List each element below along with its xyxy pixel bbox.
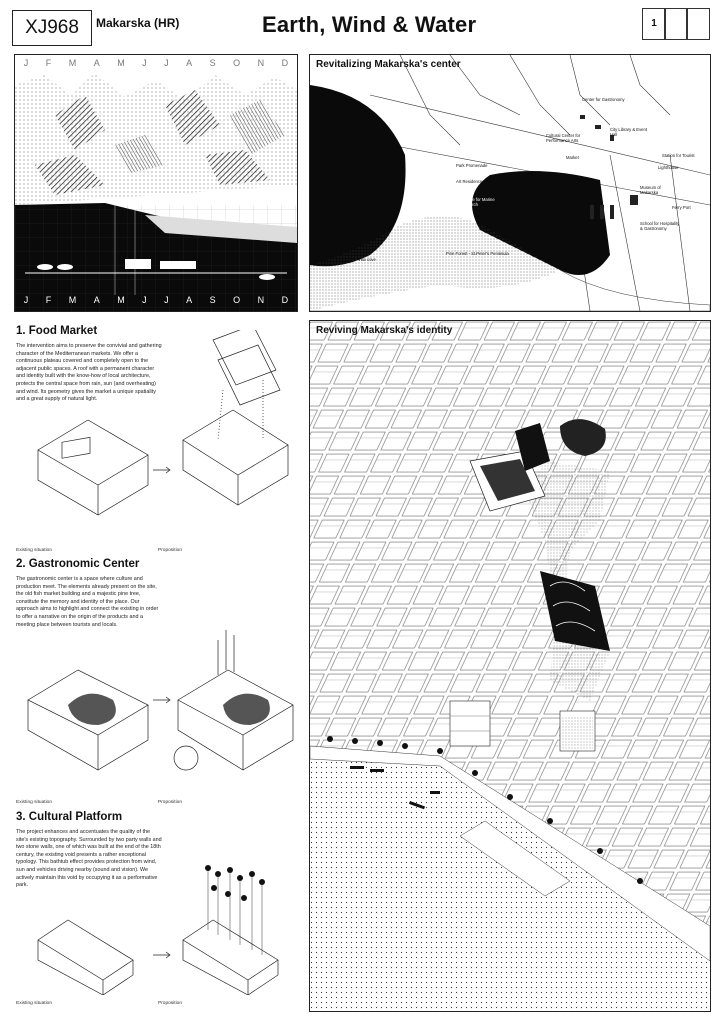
section-heading: 3. Cultural Platform <box>16 811 123 823</box>
calendar-landscape-panel <box>14 54 298 312</box>
caption-proposition: Proposition <box>158 1001 182 1006</box>
cultural-platform-diagram <box>18 860 298 995</box>
month-label: J <box>23 58 29 68</box>
caption-proposition: Proposition <box>158 548 182 553</box>
months-top-row <box>15 58 297 68</box>
month-label: A <box>93 295 100 305</box>
month-label: M <box>117 58 125 68</box>
month-label: A <box>186 58 193 68</box>
month-label: F <box>45 58 52 68</box>
month-label: J <box>23 295 29 305</box>
label-ferry-port: Ferry Port <box>672 205 691 210</box>
page-title: Earth, Wind & Water <box>262 12 477 37</box>
section-heading: 2. Gastronomic Center <box>16 558 140 570</box>
caption-existing: Existing situation <box>16 548 52 553</box>
month-label: O <box>233 295 241 305</box>
label-pine-forest: Pine Forest - St.Peter's Peninsula <box>446 251 509 256</box>
label-cultural-center: Cultural Center for Performance Arts <box>546 133 581 143</box>
label-park-promenade: Park Promenade <box>456 163 488 168</box>
label-marine-research: Institute for Marine Research <box>460 197 495 207</box>
month-label: S <box>209 295 216 305</box>
caption-proposition: Proposition <box>158 800 182 805</box>
map-panel <box>309 54 711 312</box>
section-heading: 1. Food Market <box>16 325 98 337</box>
month-label: A <box>186 295 193 305</box>
month-label: O <box>233 58 241 68</box>
month-label: S <box>209 58 216 68</box>
location-label: Makarska (HR) <box>96 16 180 30</box>
label-school-hospitality: School for Hospitality & Gastronomy <box>640 221 680 231</box>
caption-existing: Existing situation <box>16 1001 52 1006</box>
month-label: J <box>142 295 147 305</box>
project-code: XJ968 <box>12 10 92 46</box>
month-label: M <box>68 58 77 68</box>
axonometric-city-drawing <box>310 321 710 1011</box>
sheet-number: 1 <box>642 8 666 40</box>
month-label: J <box>164 295 169 305</box>
label-villa-cove: Villa cove <box>358 257 376 262</box>
city-map <box>310 55 710 311</box>
month-label: D <box>281 58 289 68</box>
sheet-box-2 <box>664 8 688 40</box>
label-art-residence: Art Residence <box>456 179 483 184</box>
food-market-diagram <box>18 330 298 540</box>
section-body: The intervention aims to preserve the convivial and gathering character of the Mediterranean markets. We offer a continuous plateau covered and completely open to the adjacent public spaces. A roof with a permanent character and identity built with the know-how of local architecture, protects the central space from rain, sun (and overheating) and wind. Its geometry gives the market a unique spatiality and a great supply of natural light. <box>16 343 162 403</box>
axo-title: Reviving Makarska's identity <box>316 325 453 336</box>
sheet-box-3 <box>686 8 710 40</box>
label-gastronomy: Center for Gastronomy <box>582 97 625 102</box>
label-city-library: City Library & Event Hall <box>610 127 648 137</box>
month-label: J <box>142 58 147 68</box>
month-label: M <box>68 295 77 305</box>
months-bottom-row <box>15 295 297 305</box>
landscape-illustration <box>15 55 297 311</box>
section-body: The gastronomic center is a space where culture and production meet. The elements already present on the site, the old fish market building and a majestic pine tree, constitute the memory and identity of the place. Our approach aims to highlight and connect the existing in order to offer a narrative on the origin of the products and a meeting place between tourists and locals. <box>16 576 159 628</box>
month-label: N <box>257 295 265 305</box>
caption-existing: Existing situation <box>16 800 52 805</box>
month-label: N <box>257 58 265 68</box>
gastronomic-center-diagram <box>18 620 298 795</box>
label-market: Market <box>566 155 579 160</box>
section-body: The project enhances and accentuates the quality of the site's existing topography. Surrounded by two party walls and two stone walls, one of which was built at the end of the 18th century, the existing void presents a rather exceptional typology. This bathtub effect provides protection from wind, sun and vehicles driving nearby (sound and vision). We actively maintain this void by occupying it as a performative park. <box>16 829 162 889</box>
label-lighthouse: Lighthouse <box>658 165 679 170</box>
month-label: D <box>281 295 289 305</box>
month-label: F <box>45 295 52 305</box>
label-city-museum: Museum of Makarska <box>640 185 661 195</box>
map-title: Revitalizing Makarska's center <box>316 59 461 70</box>
label-tourist-station: Station for Tourist <box>662 153 695 158</box>
month-label: M <box>117 295 125 305</box>
axonometric-panel <box>309 320 711 1012</box>
month-label: J <box>164 58 169 68</box>
month-label: A <box>93 58 100 68</box>
